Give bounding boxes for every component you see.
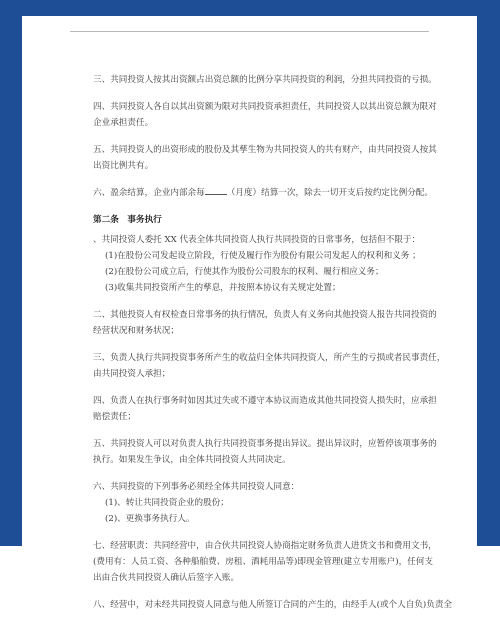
clause-5 [93, 142, 453, 174]
item-6-line: 六、共同投资的下列事务必须经全体共同投资人同意： [93, 482, 300, 492]
article-2-item-3 [93, 350, 453, 382]
item-8-line: 八、经营中，对未经共同投资人同意与他人所签订合同的产生的，由经手人(或个人自负)负责全 [93, 600, 453, 610]
item-1-line: 、共同投资人委托 XX 代表全体共同投资人执行共同投资的日常事务，包括但不限于： [93, 235, 421, 245]
article-2-item-7 [93, 538, 453, 586]
article-2-item-6 [93, 479, 453, 527]
item-6-sub: (2)、更换事务执行人。 [105, 514, 195, 524]
clause-5-line: 出资比例共有。 [93, 161, 154, 171]
article-2-item-2 [93, 307, 453, 339]
window-frame-top [0, 0, 500, 16]
article-2-heading: 第二条 事务执行 [93, 215, 162, 225]
article-2-item-8 [93, 597, 453, 613]
item-7-line: 七、经营职责：共同经营中，由合伙共同投资人协商指定财务负责人进货文书和费用文书， [93, 541, 437, 551]
fill-blank[interactable] [205, 186, 227, 195]
clause-5-line: 五、共同投资人的出资形成的股份及其孳生物为共同投资人的共有财产，由共同投资人按其 [93, 145, 437, 155]
item-3-line: 由共同投资人承担； [93, 369, 171, 379]
item-3-line: 三、负责人执行共同投资事务所产生的收益归全体共同投资人，所产生的亏损或者民事责任， [93, 353, 446, 363]
window-frame-right [477, 0, 500, 546]
clause-4-line: 四、共同投资人各自以其出资额为限对共同投资承担责任，共同投资人以其出资总额为限对 [93, 102, 437, 112]
item-6-sub: (1)、转让共同投资企业的股份； [105, 498, 229, 508]
item-1-sub: (3)收集共同投资所产生的孳息，并按照本协议有关规定处置； [105, 283, 341, 293]
item-2-line: 二、其他投资人有权检查日常事务的执行情况，负责人有义务向其他投资人报告共同投资的 [93, 310, 437, 320]
clause-3 [93, 72, 453, 88]
item-7-line: (费用有：人员工资、各种船舶费、房租、酒耗用品等)即现金管理(建立专用账户)，任何支 [93, 557, 433, 567]
clause-6 [93, 185, 453, 201]
clause-4 [93, 99, 453, 131]
clause-4-line: 企业承担责任。 [93, 118, 154, 128]
item-2-line: 经营状况和财务状况； [93, 326, 179, 336]
item-5-line: 五、共同投资人可以对负责人执行共同投资事务提出异议。提出异议时，应暂停该项事务的 [93, 439, 437, 449]
window-frame-left [0, 0, 22, 546]
clause-6-text-a: 六、盈余结算，企业内部余每 [93, 188, 205, 198]
item-1-sub: (2)在股份公司成立后，行使其作为股份公司股东的权利、履行相应义务； [105, 267, 384, 277]
clause-3-line: 三、共同投资人按其出资额占出资总额的比例分享共同投资的利润，分担共同投资的亏损。 [93, 75, 437, 85]
article-2-item-5 [93, 436, 453, 468]
header-divider [70, 31, 429, 32]
clause-6-text-b: （月度）结算一次，除去一切开支后按约定比例分配。 [226, 188, 433, 198]
item-4-line: 四、负责人在执行事务时如因其过失或不遵守本协议而造成其他共同投资人损失时，应承担 [93, 396, 437, 406]
item-7-line: 出由合伙共同投资人确认后签字入账。 [93, 573, 240, 583]
document-body [93, 72, 453, 624]
article-2-item-1 [93, 232, 453, 296]
item-1-sub: (1)在股份公司发起设立阶段，行使及履行作为股份有限公司发起人的权利和义务 ； [105, 251, 421, 261]
item-4-line: 赔偿责任； [93, 412, 136, 422]
document-page [22, 16, 477, 610]
article-2-item-4 [93, 393, 453, 425]
item-5-line: 执行。如果发生争议，由全体共同投资人共同决定。 [93, 455, 291, 465]
